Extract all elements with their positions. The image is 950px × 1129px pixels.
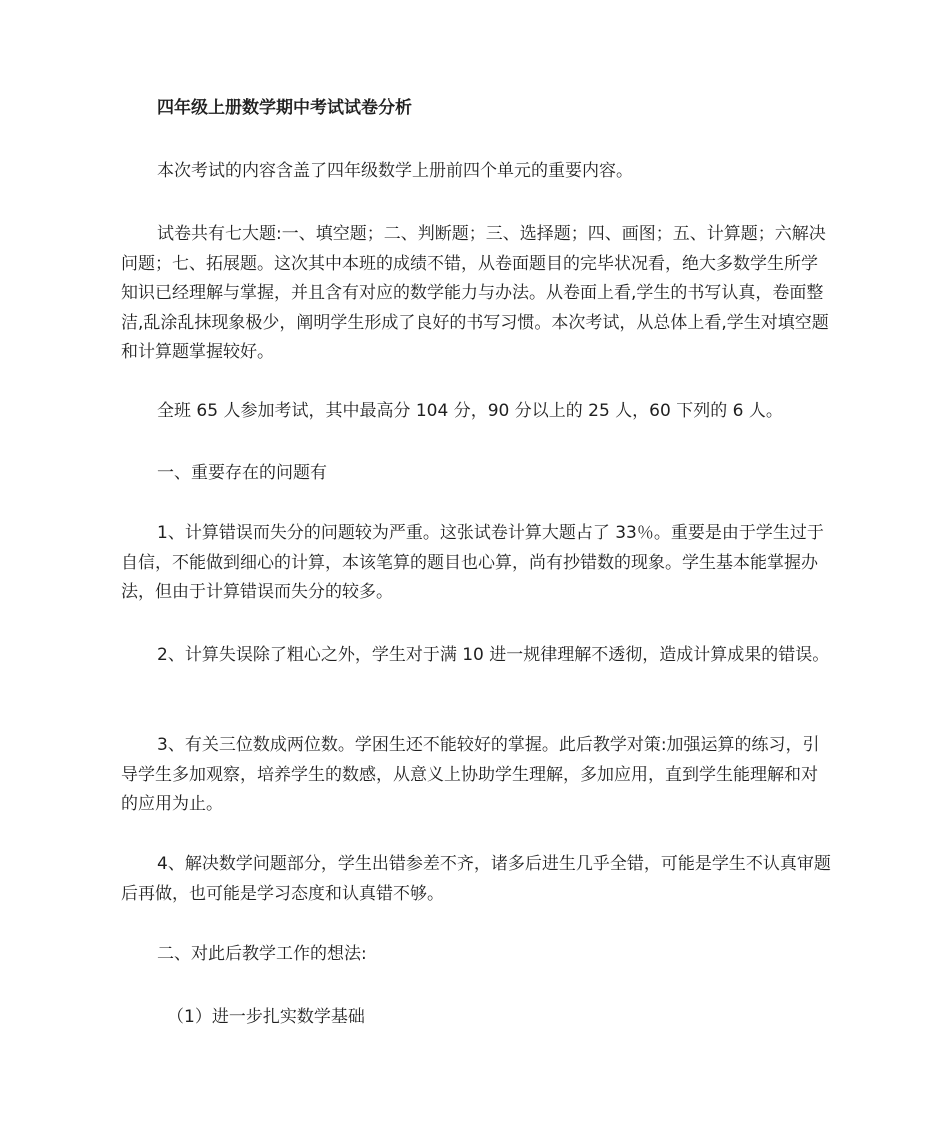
paragraph-problem-1: 1、计算错误而失分的问题较为严重。这张试卷计算大题占了 33％。重要是由于学生过于自信，不能做到细心的计算，本该笔算的题目也心算，尚有抄错数的现象。学生基本能掌握办法，但由于计算错误而失分的较多。 [121, 523, 824, 602]
paragraph-exam-structure: 试卷共有七大题:一、填空题；二、判断题；三、选择题；四、画图；五、计算题；六解决问题；七、拓展题。这次其中本班的成绩不错，从卷面题目的完毕状况看，绝大多数学生所学知识已经理解与掌握，并且含有对应的数学能力与办法。从卷面上看,学生的书写认真，卷面整洁,乱涂乱抹现象极少，阐明学生形成了良好的书写习惯。本次考试，从总体上看,学生对填空题和计算题掌握较好。 [121, 224, 829, 362]
section-heading-problems: 一、重要存在的问题有 [157, 463, 327, 483]
section-heading-plans: 二、对此后教学工作的想法: [157, 944, 367, 964]
plan-item-1: （1）进一步扎实数学基础 [167, 1007, 365, 1027]
paragraph-problem-4: 4、解决数学问题部分，学生出错参差不齐，诸多后进生几乎全错，可能是学生不认真审题后再做，也可能是学习态度和认真错不够。 [121, 854, 831, 904]
paragraph-problem-3: 3、有关三位数成两位数。学困生还不能较好的掌握。此后教学对策:加强运算的练习，引导学生多加观察，培养学生的数感，从意义上协助学生理解，多加应用，直到学生能理解和对的应用为止。 [121, 735, 820, 814]
document-title: 四年级上册数学期中考试试卷分析 [157, 98, 412, 118]
paragraph-problem-2: 2、计算失误除了粗心之外，学生对于满 10 进一规律理解不透彻，造成计算成果的错误。 [157, 645, 830, 665]
paragraph-intro: 本次考试的内容含盖了四年级数学上册前四个单元的重要内容。 [157, 161, 633, 181]
paragraph-class-stats: 全班 65 人参加考试，其中最高分 104 分，90 分以上的 25 人，60 下列的 6 人。 [157, 401, 783, 421]
